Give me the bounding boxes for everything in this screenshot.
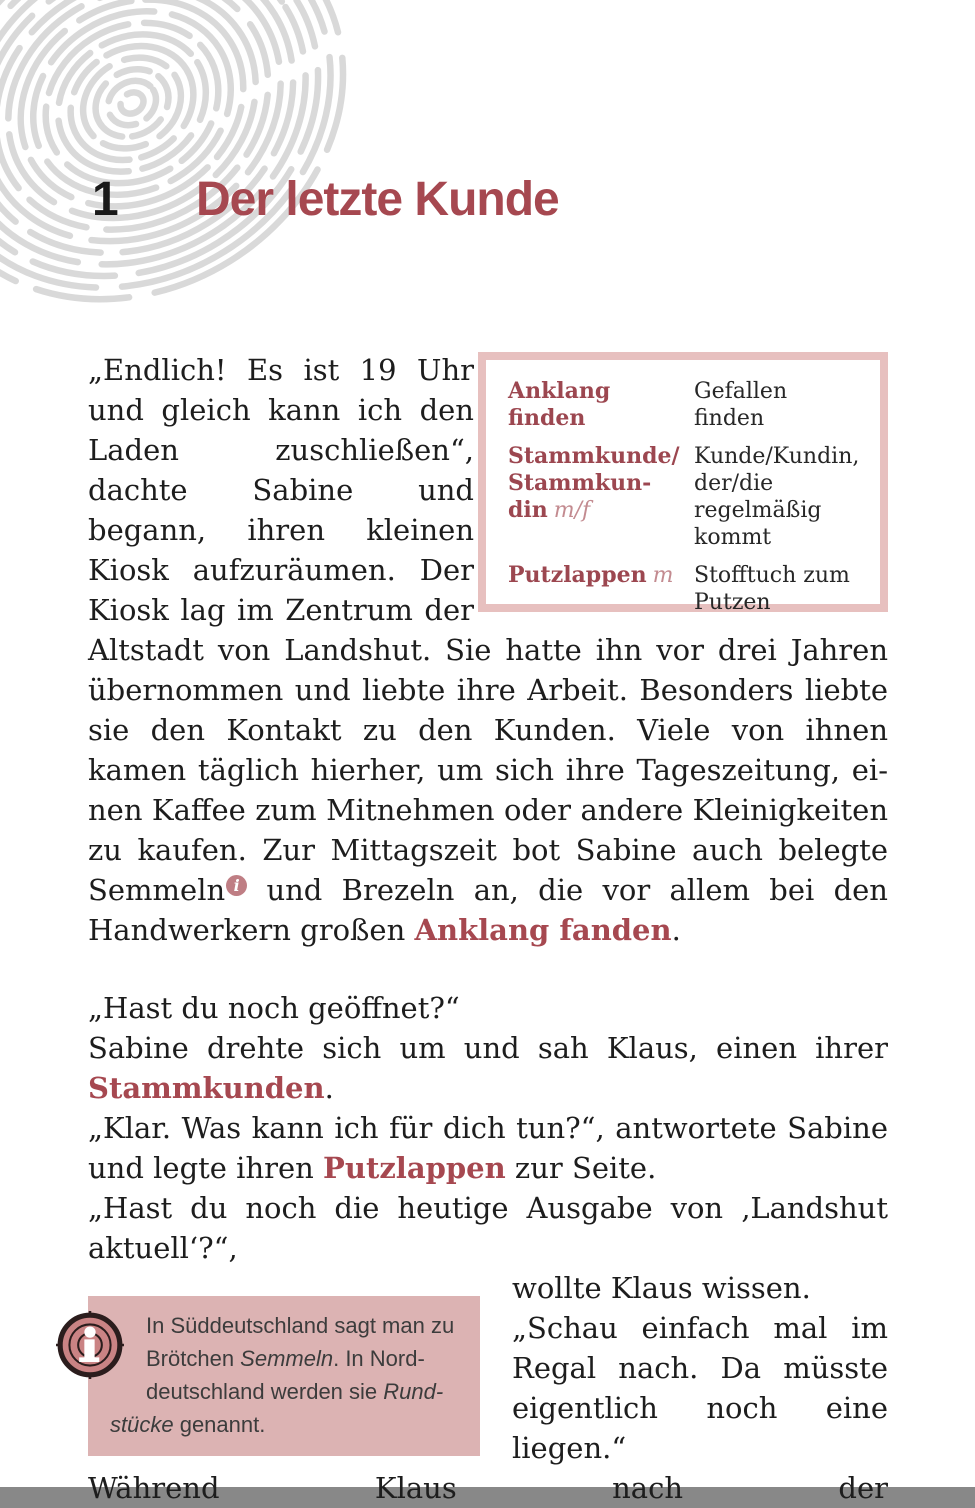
paragraph-continuation <box>88 1468 888 1508</box>
story-segment: Während Klaus nach der <box>88 1471 888 1505</box>
info-segment: genannt. <box>173 1412 266 1437</box>
vocab-term <box>508 443 694 551</box>
vocab-word-putzlappen: Putzlappen <box>323 1151 506 1185</box>
vocab-definition: Gefallen finden <box>694 379 788 431</box>
vocab-gender: m <box>652 563 674 588</box>
vocab-entry <box>508 443 862 551</box>
story-segment: . <box>671 913 681 947</box>
story-segment: und Brezeln an, die vor allem bei den Handwerkern großen <box>88 873 888 947</box>
chapter-title: Der letzte Kunde <box>196 173 559 226</box>
story-segment: „Schau einfach mal im Regal nach. Da müsste eigentlich noch eine liegen.“ <box>512 1311 888 1465</box>
vocab-term <box>508 562 694 616</box>
info-target-icon <box>55 1310 125 1380</box>
info-term-semmeln: Semmeln <box>240 1346 334 1371</box>
story-segment: wollte Klaus wissen. <box>512 1271 811 1305</box>
vocab-term-text: Stammkunde/​Stammkundin <box>508 443 680 523</box>
info-box <box>88 1296 480 1456</box>
info-term-rundstuecke: Rundstücke <box>110 1379 444 1437</box>
vocab-entry <box>508 378 862 432</box>
info-segment: . In Norddeutschland werden sie <box>146 1346 425 1404</box>
vocab-term-text: Putzlappen <box>508 562 647 588</box>
story-content <box>88 350 888 1508</box>
story-segment: zur Seite. <box>505 1151 657 1185</box>
story-segment: „Hast du noch die heutige Ausgabe von ‚Landshut aktuell‘?“, <box>88 1191 888 1265</box>
info-superscript-icon: i <box>226 875 247 896</box>
vocab-word-anklang-fanden: Anklang fanden <box>414 913 672 947</box>
vocab-definition: Stofftuch zum Putzen <box>694 563 850 615</box>
info-segment: In Süddeutschland sagt man zu Brötchen <box>146 1313 455 1371</box>
dialogue-line-1 <box>88 988 888 1028</box>
vocab-definition: Kunde/​Kundin, der/die regelmäßig kommt <box>694 444 860 550</box>
story-segment: „Endlich! Es ist 19 Uhr und gleich kann ich den Laden zuschließen“, dachte Sabine und begann, ihren kleinen Kiosk aufzuräumen. Der Kiosk lag im Zentrum der Altstadt von Landshut. Sie hatte ihn vor drei Jahren übernommen und liebte ihre Arbeit. Besonders liebte sie den Kontakt zu den Kunden. Viele von ihnen kamen täglich hierher, um sich ihre Tageszeitung, einen Kaffee zum Mitnehmen oder andere Kleinigkeiten zu kaufen. Zur Mittagszeit bot Sabine auch belegte Semmeln <box>88 353 888 907</box>
story-segment: „Klar. Was kann ich für dich tun?“, antwortete Sabine und legte ihren <box>88 1111 888 1185</box>
dialogue-line-4 <box>88 1188 888 1268</box>
info-box-text <box>88 1296 480 1441</box>
vocab-term <box>508 378 694 432</box>
vocab-entry <box>508 562 862 616</box>
fingerprint-graphic <box>0 0 312 318</box>
vocab-word-stammkunden: Stammkunden <box>88 1071 325 1105</box>
story-segment: . <box>324 1071 334 1105</box>
story-segment: „Hast du noch geöffnet?“ <box>88 991 460 1025</box>
dialogue-line-3 <box>88 1108 888 1188</box>
dialogue-line-2 <box>88 1028 888 1108</box>
vocab-term-text: Anklang finden <box>508 378 611 431</box>
vocabulary-box <box>478 352 888 615</box>
chapter-number: 1 <box>92 173 118 226</box>
vocab-gender: m/f <box>553 498 591 523</box>
story-segment: Sabine drehte sich um und sah Klaus, einen ihrer <box>88 1031 888 1065</box>
